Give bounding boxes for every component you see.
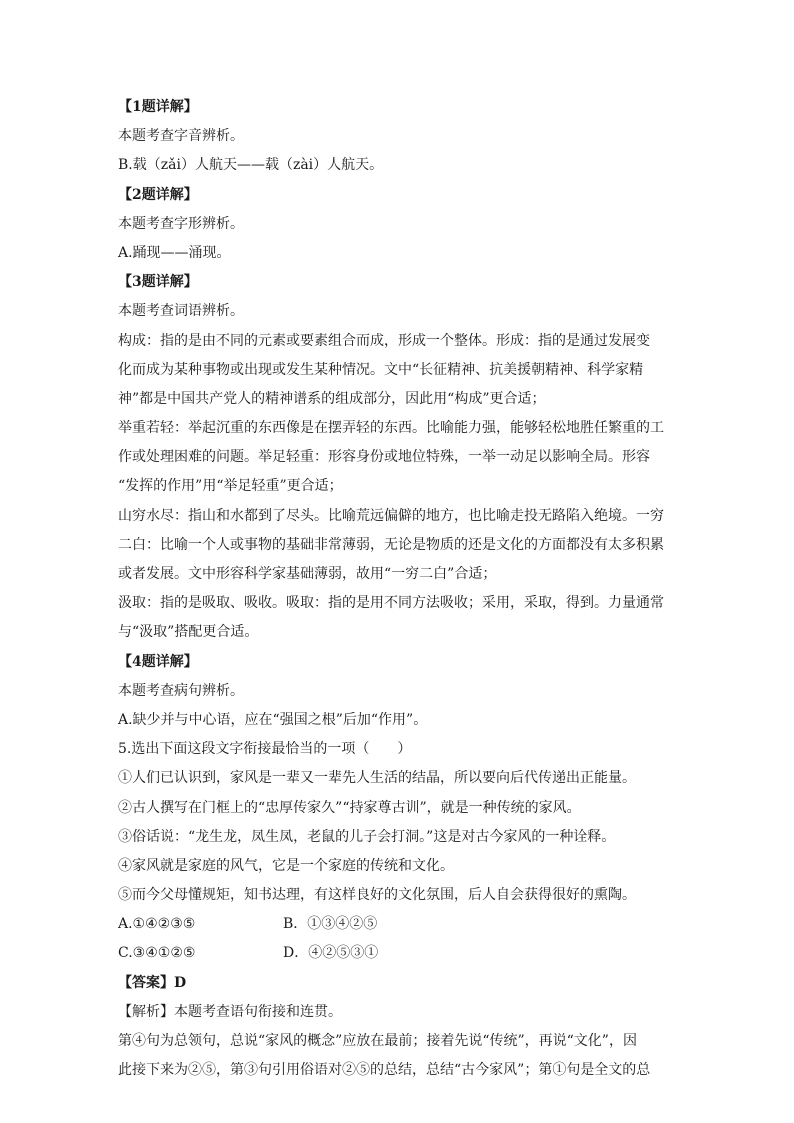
q3-paragraph-line: “发挥的作用”用“举足轻重”更合适； (118, 478, 343, 495)
option-a: A.①④②③⑤ (118, 916, 196, 933)
option-d: D．④②⑤③① (283, 945, 379, 962)
q2-heading: 【2题详解】 (118, 186, 198, 203)
q5-analysis-heading: 【解析】本题考查语句衔接和连贯。 (118, 1003, 342, 1020)
q5-analysis-line: 第④句为总领句，总说“家风的概念”应放在最前；接着先说“传统”，再说“文化”，因 (118, 1033, 637, 1049)
q3-paragraph-line: 与“汲取”搭配更合适。 (118, 624, 259, 641)
q5-sentence: ④家风就是家庭的风气，它是一个家庭的传统和文化。 (118, 857, 454, 874)
q2-topic: 本题考查字形辨析。 (118, 215, 244, 232)
document-body (118, 93, 678, 1085)
q4-topic: 本题考查病句辨析。 (118, 682, 244, 699)
q5-analysis-line: 此接下来为②⑤，第③句引用俗语对②⑤的总结，总结“古今家风”；第①句是全文的总 (118, 1062, 651, 1079)
q5-question: 5.选出下面这段文字衔接最恰当的一项（ ） (118, 741, 412, 758)
q1-answer: B.载（zǎi）人航天——载（zài）人航天。 (118, 157, 384, 174)
q3-paragraph-line: 汲取：指的是吸取、吸收。吸取：指的是用不同方法吸收；采用，采取，得到。力量通常 (118, 595, 664, 612)
q3-paragraph-line: 构成：指的是由不同的元素或要素组合而成，形成一个整体。形成：指的是通过发展变 (118, 332, 650, 349)
q3-paragraph-line: 神”都是中国共产党人的精神谱系的组成部分，因此用“构成”更合适； (118, 390, 546, 407)
q5-options-row (118, 939, 678, 968)
q3-paragraph-line: 或者发展。文中形容科学家基础薄弱，故用“一穷二白”合适； (118, 566, 497, 582)
q3-topic: 本题考查词语辨析。 (118, 303, 244, 320)
q1-heading: 【1题详解】 (118, 99, 198, 115)
q4-heading: 【4题详解】 (118, 653, 198, 670)
q3-paragraph-line: 举重若轻：举起沉重的东西像是在摆弄轻的东西。比喻能力强，能够轻松地胜任繁重的工 (118, 420, 664, 437)
q2-answer: A.踊现——涌现。 (118, 244, 231, 261)
q5-sentence: ②古人撰写在门框上的“忠厚传家久”“持家尊古训”，就是一种传统的家风。 (118, 799, 581, 816)
q3-paragraph-line: 山穷水尽：指山和水都到了尽头。比喻荒远偏僻的地方，也比喻走投无路陷入绝境。一穷 (118, 507, 664, 524)
q5-sentence: ③俗话说：“龙生龙，凤生凤，老鼠的儿子会打洞。”这是对古今家风的一种诠释。 (118, 828, 616, 845)
q5-sentence: ①人们已认识到，家风是一辈又一辈先人生活的结晶，所以要向后代传递出正能量。 (118, 770, 636, 787)
q3-paragraph-line: 二白：比喻一个人或事物的基础非常薄弱，无论是物质的还是文化的方面都没有太多积累 (118, 536, 664, 553)
q5-sentence: ⑤而今父母懂规矩，知书达理，有这样良好的文化氛围，后人自会获得很好的熏陶。 (118, 887, 636, 904)
option-c: C.③④①②⑤ (118, 945, 196, 962)
q5-options-row (118, 910, 678, 939)
q5-answer: 【答案】D (118, 974, 187, 991)
q3-paragraph-line: 作或处理困难的问题。举足轻重：形容身份或地位特殊，一举一动足以影响全局。形容 (118, 449, 650, 466)
option-b: B．①③④②⑤ (283, 916, 378, 933)
q3-heading: 【3题详解】 (118, 274, 198, 291)
q1-topic: 本题考查字音辨析。 (118, 128, 244, 145)
q4-answer: A.缺少并与中心语，应在“强国之根”后加“作用”。 (118, 711, 428, 728)
q3-paragraph-line: 化而成为某种事物或出现或发生某种情况。文中“长征精神、抗美援朝精神、科学家精 (118, 361, 644, 378)
